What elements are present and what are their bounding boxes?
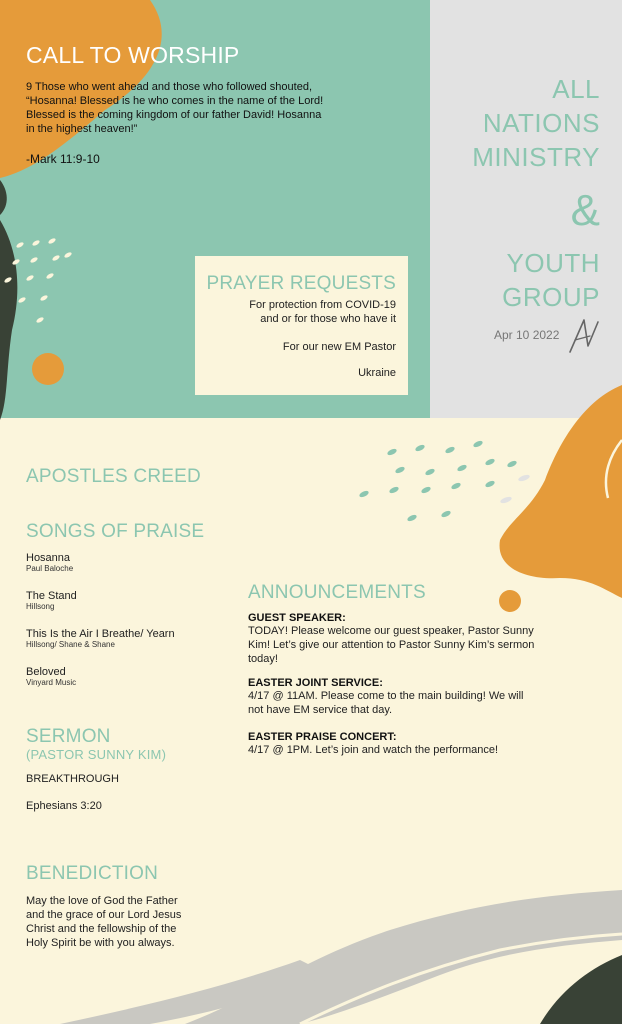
- song-title: Hosanna: [26, 552, 71, 564]
- prayer-item: For protection from COVID-19: [249, 299, 396, 311]
- announcement-text: [248, 743, 568, 757]
- song-title: The Stand: [26, 590, 77, 602]
- song-title: Beloved: [26, 666, 66, 678]
- benediction-title: BENEDICTION: [26, 863, 159, 884]
- announcement-item: [248, 731, 568, 757]
- song-artist: Hillsong: [26, 602, 55, 611]
- benediction-line: Christ and the fellowship of the: [26, 923, 177, 935]
- sermon-title: SERMON: [26, 726, 111, 747]
- announcement-line: 4/17 @ 11AM. Please come to the main building! We will: [248, 690, 524, 702]
- ministry-line: YOUTH: [506, 248, 600, 278]
- announcement-line: not have EM service that day.: [248, 704, 393, 716]
- sermon-scripture: Ephesians 3:20: [26, 800, 102, 812]
- bulletin-date: Apr 10 2022: [494, 328, 560, 342]
- benediction-line: May the love of God the Father: [26, 895, 178, 907]
- call-to-worship-title: CALL TO WORSHIP: [26, 42, 240, 68]
- apostles-creed-title: APOSTLES CREED: [26, 466, 201, 487]
- ministry-line: MINISTRY: [472, 142, 600, 172]
- prayer-item: and or for those who have it: [260, 313, 396, 325]
- song-item: [26, 552, 73, 573]
- sermon-speaker: (PASTOR SUNNY KIM): [26, 747, 167, 762]
- verse-line: “Hosanna! Blessed is he who comes in the name of the Lord!: [26, 95, 324, 107]
- song-artist: Paul Baloche: [26, 564, 74, 573]
- youth-group-title: [502, 246, 600, 314]
- announcement-line: Kim! Let’s give our attention to Pastor Sunny Kim’s sermon: [248, 639, 535, 651]
- song-title: This Is the Air I Breathe/ Yearn: [26, 628, 175, 640]
- prayer-item: For our new EM Pastor: [282, 341, 396, 353]
- announcement-heading: EASTER JOINT SERVICE:: [248, 677, 383, 689]
- announcement-line: TODAY! Please welcome our guest speaker, Pastor Sunny: [248, 625, 534, 637]
- ministry-title: [472, 72, 600, 174]
- orange-dot-left: [32, 353, 64, 385]
- ampersand: &: [570, 186, 600, 235]
- song-item: [26, 590, 77, 611]
- verse-line: in the highest heaven!”: [26, 123, 138, 135]
- song-artist: Vinyard Music: [26, 678, 77, 687]
- ministry-line: NATIONS: [482, 108, 600, 138]
- announcements-title: ANNOUNCEMENTS: [248, 582, 426, 603]
- verse-line: Blessed is the coming kingdom of our father David! Hosanna: [26, 109, 322, 121]
- prayer-requests-box: [195, 256, 408, 395]
- prayer-item: Ukraine: [358, 367, 396, 379]
- ministry-line: GROUP: [502, 282, 600, 312]
- announcement-line: today!: [248, 653, 278, 665]
- announcement-line: 4/17 @ 1PM. Let’s join and watch the performance!: [248, 744, 499, 756]
- announcement-heading: EASTER PRAISE CONCERT:: [248, 731, 397, 743]
- song-artist: Hillsong/ Shane & Shane: [26, 640, 115, 649]
- announcement-text: [248, 624, 568, 666]
- orange-dot-right: [499, 590, 521, 612]
- benediction-line: and the grace of our Lord Jesus: [26, 909, 182, 921]
- ministry-line: ALL: [552, 74, 600, 104]
- announcement-text: [248, 689, 568, 717]
- announcement-item: [248, 612, 568, 666]
- song-item: [26, 666, 76, 687]
- benediction-text: [26, 894, 246, 950]
- benediction-line: Holy Spirit be with you always.: [26, 937, 175, 949]
- song-item: [26, 628, 175, 649]
- call-to-worship-verse: [26, 80, 366, 136]
- songs-of-praise-title: SONGS OF PRAISE: [26, 521, 205, 542]
- verse-reference: -Mark 11:9-10: [26, 152, 100, 166]
- an-monogram-logo-icon: [566, 316, 602, 356]
- announcement-item: [248, 677, 568, 717]
- sermon-name: BREAKTHROUGH: [26, 773, 119, 785]
- prayer-requests-title: PRAYER REQUESTS: [206, 273, 396, 294]
- announcement-heading: GUEST SPEAKER:: [248, 612, 346, 624]
- verse-line: 9 Those who went ahead and those who followed shouted,: [26, 81, 312, 93]
